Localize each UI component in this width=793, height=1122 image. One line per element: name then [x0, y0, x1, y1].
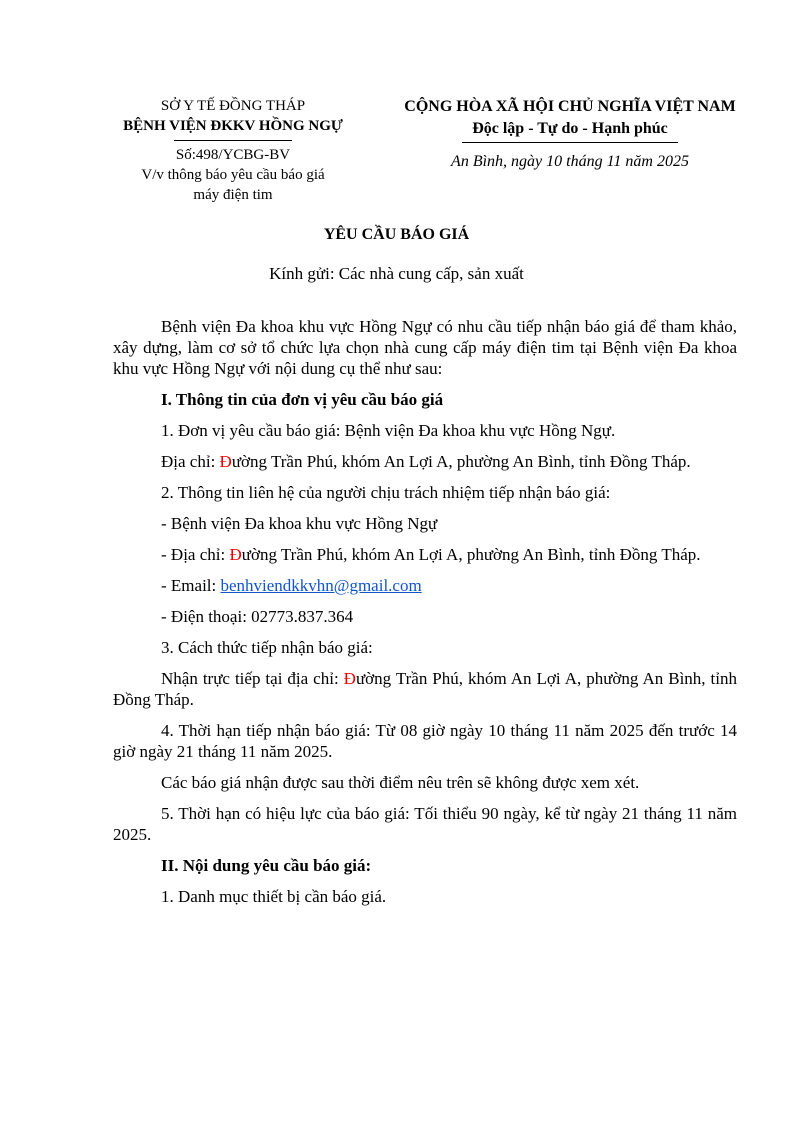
contact-email [113, 575, 737, 596]
section-2-item-1: 1. Danh mục thiết bị cần báo giá. [161, 887, 387, 906]
contact-address-red-letter: Đ [229, 545, 242, 564]
unit-address [113, 451, 737, 472]
department-name: SỞ Y TẾ ĐỒNG THÁP [160, 98, 306, 114]
receive-label: Nhận trực tiếp tại địa chỉ: [161, 669, 344, 688]
address-red-letter: Đ [219, 452, 232, 471]
contact-phone: - Điện thoại: 02773.837.364 [161, 607, 354, 626]
contact-address [113, 544, 737, 565]
contact-address-text: ường Trần Phú, khóm An Lợi A, phường An Bình, tỉnh Đồng Tháp. [241, 545, 701, 564]
document-number: Số:498/YCBG-BV [175, 147, 291, 163]
subject-line-1: V/v thông báo yêu cầu báo giá [141, 167, 325, 183]
subject-line-2: máy điện tim [193, 187, 273, 203]
receive-red-letter: Đ [343, 669, 356, 688]
receive-text: ường Trần Phú, khóm An Lợi A, phường An Bình, tỉnh Đồng Tháp. [113, 669, 737, 709]
recipient-line: Kính gửi: Các nhà cung cấp, sản xuất [269, 264, 524, 283]
section-2-heading: II. Nội dung yêu cầu báo giá: [161, 856, 372, 875]
item-3-method: 3. Cách thức tiếp nhận báo giá: [161, 638, 373, 657]
national-block [382, 96, 758, 173]
hospital-name: BỆNH VIỆN ĐKKV HỒNG NGỰ [123, 118, 343, 134]
item-4-deadline: 4. Thời hạn tiếp nhận báo giá: Từ 08 giờ ngày 10 tháng 11 năm 2025 đến trước 14 giờ ngày 21 tháng 11 năm 2025. [113, 721, 737, 761]
address-text: ường Trần Phú, khóm An Lợi A, phường An Bình, tỉnh Đồng Tháp. [231, 452, 691, 471]
email-link[interactable]: benhviendkkvhn@gmail.com [220, 576, 422, 595]
item-5-validity: 5. Thời hạn có hiệu lực của báo giá: Tối thiểu 90 ngày, kể từ ngày 21 tháng 11 năm 2025. [113, 804, 737, 844]
item-2-contact: 2. Thông tin liên hệ của người chịu trách nhiệm tiếp nhận báo giá: [161, 483, 611, 502]
header-left-rule [174, 140, 292, 141]
nation-title: CỘNG HÒA XÃ HỘI CHỦ NGHĨA VIỆT NAM [404, 98, 736, 115]
intro-paragraph: Bệnh viện Đa khoa khu vực Hồng Ngự có nhu cầu tiếp nhận báo giá để tham khảo, xây dựng, làm cơ sở tổ chức lựa chọn nhà cung cấp máy điện tim tại Bệnh viện Đa khoa khu vực Hồng Ngự với nội dung cụ thể như sau: [113, 317, 737, 378]
contact-organization: - Bệnh viện Đa khoa khu vực Hồng Ngự [161, 514, 438, 533]
place-date: An Bình, ngày 10 tháng 11 năm 2025 [451, 153, 689, 170]
header-right-rule [462, 142, 678, 143]
document-title: YÊU CẦU BÁO GIÁ [323, 226, 470, 243]
receive-address [113, 668, 737, 710]
section-1-heading: I. Thông tin của đơn vị yêu cầu báo giá [161, 390, 444, 409]
item-1-unit: 1. Đơn vị yêu cầu báo giá: Bệnh viện Đa khoa khu vực Hồng Ngự. [161, 421, 616, 440]
contact-address-label: - Địa chỉ: [161, 545, 230, 564]
late-submission-note: Các báo giá nhận được sau thời điểm nêu trên sẽ không được xem xét. [161, 773, 640, 792]
national-motto: Độc lập - Tự do - Hạnh phúc [472, 120, 668, 137]
issuer-block [95, 96, 371, 205]
email-label: - Email: [161, 576, 221, 595]
document-body [113, 316, 737, 907]
address-label: Địa chỉ: [161, 452, 220, 471]
